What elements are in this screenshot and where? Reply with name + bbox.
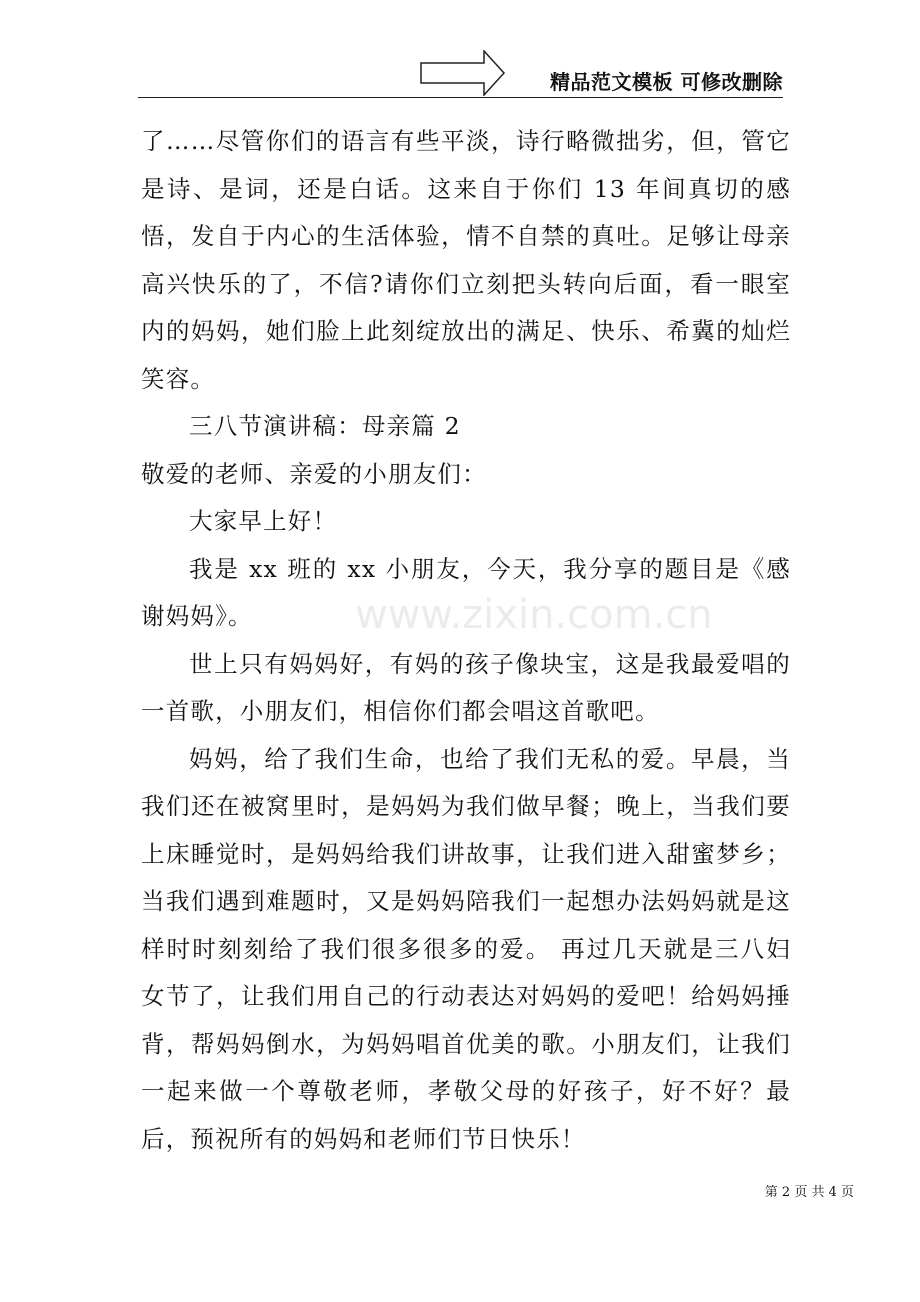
arrow-right-icon [420,50,506,96]
page-number: 第 2 页 共 4 页 [764,1185,854,1200]
page-header [138,50,783,98]
header-title: 精品范文模板 可修改删除 [550,70,783,94]
paragraph-continuation: 了……尽管你们的语言有些平淡，诗行略微拙劣，但，管它是诗、是词，还是白话。这来自于你们 13 年间真切的感悟，发自于内心的生活体验，情不自禁的真吐。足够让母亲高兴快乐的了，不信?请你们立刻把头转向后面，看一眼室内的妈妈，她们脸上此刻绽放出的满足、快乐、希冀的灿烂笑容。 [141,127,791,393]
section-heading: 三八节演讲稿：母亲篇 2 [189,412,461,440]
paragraph-main: 妈妈，给了我们生命，也给了我们无私的爱。早晨，当我们还在被窝里时，是妈妈为我们做早餐；晚上，当我们要上床睡觉时，是妈妈给我们讲故事，让我们进入甜蜜梦乡；当我们遇到难题时，又是妈妈陪我们一起想办法妈妈就是这样时时刻刻给了我们很多很多的爱。 再过几天就是三八妇女节了，让我们用自己的行动表达对妈妈的爱吧！给妈妈捶背，帮妈妈倒水，为妈妈唱首优美的歌。小朋友们，让我们一起来做一个尊敬老师，孝敬父母的好孩子，好不好？最后，预祝所有的妈妈和老师们节日快乐！ [141,744,791,1153]
salutation: 敬爱的老师、亲爱的小朋友们： [141,459,487,488]
paragraph-intro: 我是 xx 班的 xx 小朋友，今天，我分享的题目是《感谢妈妈》。 [141,554,791,630]
document-body [141,118,791,1163]
paragraph-song: 世上只有妈妈好，有妈的孩子像块宝，这是我最爱唱的一首歌，小朋友们，相信你们都会唱这首歌吧。 [141,649,791,725]
greeting: 大家早上好！ [189,507,338,535]
watermark: www.zixin.com.cn [355,592,713,638]
